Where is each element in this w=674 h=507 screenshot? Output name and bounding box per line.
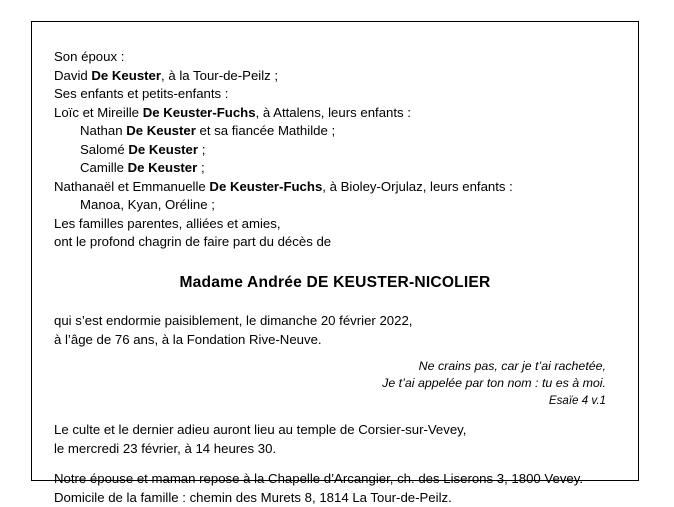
- family-name: De Keuster-Fuchs: [143, 105, 256, 120]
- notice-line: [54, 196, 616, 215]
- deceased-name: Madame Andrée DE KEUSTER-NICOLIER: [54, 274, 616, 293]
- scripture-verse: [54, 358, 616, 409]
- notice-text: Ses enfants et petits-enfants :: [54, 86, 228, 101]
- notice-text: et sa fiancée Mathilde ;: [196, 123, 335, 138]
- closing-details: [54, 470, 616, 507]
- family-name: De Keuster: [126, 123, 196, 138]
- notice-text: ;: [198, 142, 205, 157]
- notice-line: [54, 159, 616, 178]
- family-name: De Keuster: [128, 142, 198, 157]
- notice-text: , à la Tour-de-Peilz ;: [161, 68, 278, 83]
- notice-line: [54, 215, 616, 234]
- service-line: le mercredi 23 février, à 14 heures 30.: [54, 440, 616, 459]
- notice-text: Salomé: [80, 142, 128, 157]
- closing-line: Domicile de la famille : chemin des Murets 8, 1814 La Tour-de-Peilz.: [54, 489, 616, 507]
- family-name: De Keuster-Fuchs: [209, 179, 322, 194]
- notice-line: [54, 178, 616, 197]
- closing-line: Notre épouse et maman repose à la Chapelle d’Arcangier, ch. des Liserons 3, 1800 Vevey.: [54, 470, 616, 489]
- notice-text: , à Bioley-Orjulaz, leurs enfants :: [322, 179, 513, 194]
- service-line: Le culte et le dernier adieu auront lieu au temple de Corsier-sur-Vevey,: [54, 421, 616, 440]
- notice-line: [54, 233, 616, 252]
- notice-body: [32, 22, 638, 507]
- verse-reference: Esaïe 4 v.1: [54, 392, 606, 409]
- notice-text: Camille: [80, 160, 128, 175]
- notice-text: Son époux :: [54, 49, 124, 64]
- notice-text: Manoa, Kyan, Oréline ;: [80, 197, 215, 212]
- notice-text: ;: [197, 160, 204, 175]
- notice-line: [54, 67, 616, 86]
- notice-line: [54, 141, 616, 160]
- service-details: [54, 421, 616, 458]
- notice-line: [54, 122, 616, 141]
- family-name: De Keuster: [91, 68, 161, 83]
- notice-text: , à Attalens, leurs enfants :: [256, 105, 411, 120]
- notice-text: Nathanaël et Emmanuelle: [54, 179, 209, 194]
- verse-line-1: Ne crains pas, car je t’ai rachetée,: [54, 358, 606, 375]
- verse-line-2: Je t’ai appelée par ton nom : tu es à moi.: [54, 375, 606, 392]
- notice-line: [54, 104, 616, 123]
- notice-text: David: [54, 68, 91, 83]
- notice-line: [54, 48, 616, 67]
- survivors-section: [54, 48, 616, 252]
- notice-line: [54, 85, 616, 104]
- death-details: [54, 312, 616, 349]
- notice-text: Nathan: [80, 123, 126, 138]
- death-detail-line: qui s’est endormie paisiblement, le dimanche 20 février 2022,: [54, 312, 616, 331]
- notice-text: ont le profond chagrin de faire part du décès de: [54, 234, 331, 249]
- notice-text: Loïc et Mireille: [54, 105, 143, 120]
- death-detail-line: à l’âge de 76 ans, à la Fondation Rive-Neuve.: [54, 331, 616, 350]
- notice-text: Les familles parentes, alliées et amies,: [54, 216, 281, 231]
- death-notice-card: [31, 21, 639, 481]
- family-name: De Keuster: [128, 160, 198, 175]
